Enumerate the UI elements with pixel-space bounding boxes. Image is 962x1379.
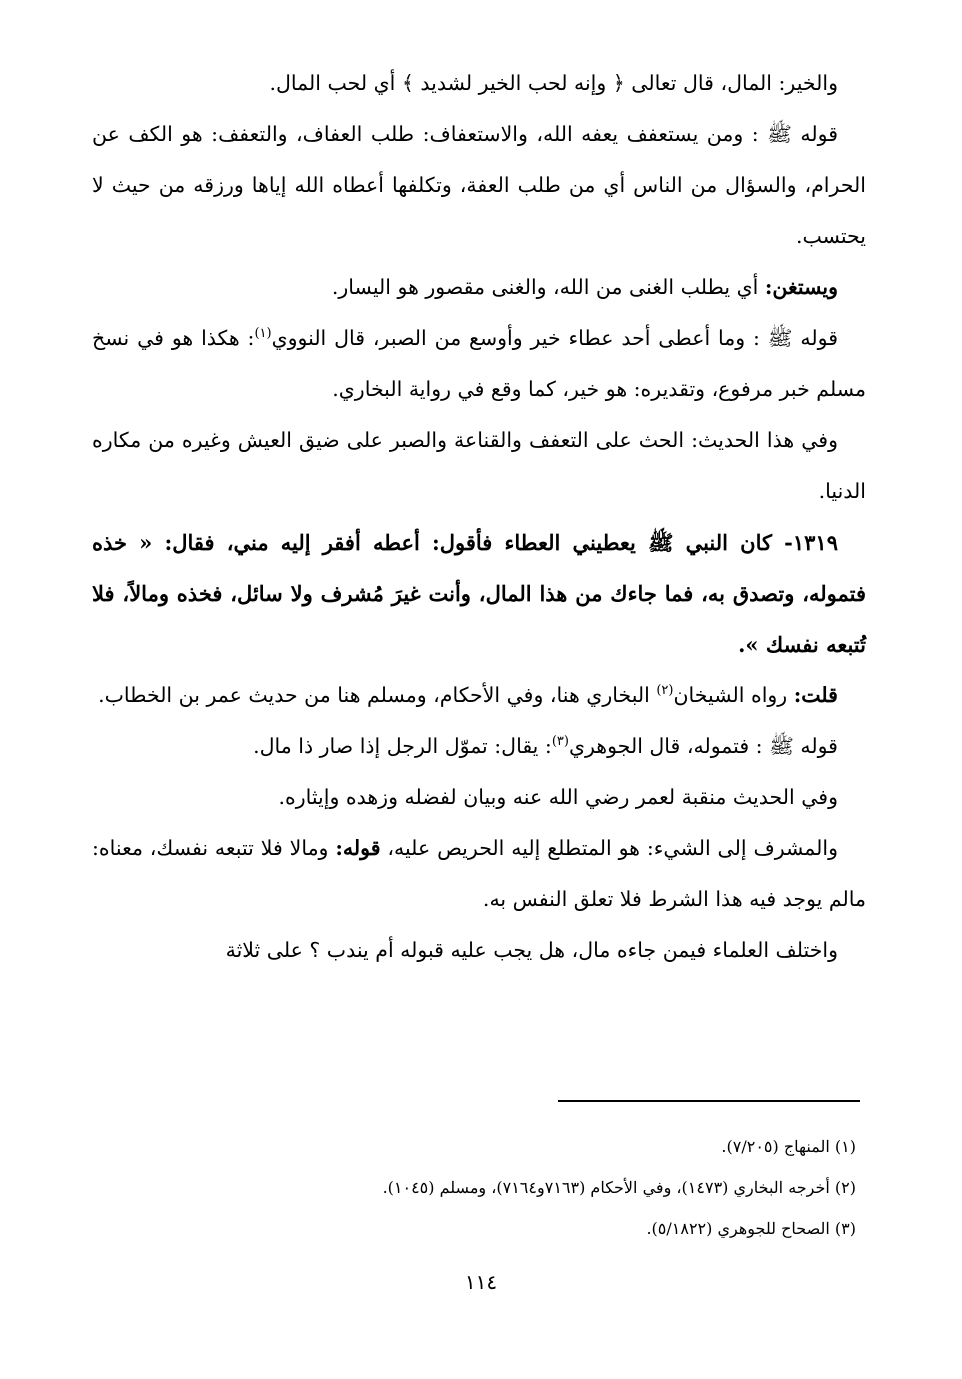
paragraph-4-text-after: : هكذا هو في نسخ مسلم خبر مرفوع، وتقديره: هو خير، كما وقع في رواية البخاري. [92,326,866,401]
paragraph-3-text: أي يطلب الغنى من الله، والغنى مقصور هو اليسار. [331,275,765,299]
paragraph-7-text-before: رواه الشيخان [673,683,794,707]
paragraph-2: قوله ﷺ : ومن يستعفف يعفه الله، والاستعفاف: طلب العفاف، والتعفف: هو الكف عن الحرام، والسؤال من الناس أي من طلب العفة، وتكلفها أعطاه الله إياها ورزقه من حيث لا يحتسب. [92,122,866,248]
paragraph-10-text-before: والمشرف إلى الشيء: هو المتطلع إليه الحريص عليه، [380,836,838,860]
paragraph-8 [92,721,866,772]
paragraph-3 [92,262,866,313]
main-text [92,58,866,976]
paragraph-8-text-after: : يقال: تموّل الرجل إذا صار ذا مال. [253,734,552,758]
paragraph-8-text-before: قوله ﷺ : فتموله، قال الجوهري [568,734,838,758]
hadith-1319: ١٣١٩- كان النبي ﷺ يعطيني العطاء فأقول: أعطه أفقر إليه مني، فقال: « خذه فتموله، وتصدق به، فما جاءك من هذا المال، وأنت غيرَ مُشرف ولا سائل، فخذه ومالاً، فلا تُتبعه نفسك ». [92,530,866,657]
qultu-lead: قلت: [793,683,838,707]
paragraph-9: وفي الحديث منقبة لعمر رضي الله عنه وبيان لفضله وزهده وإيثاره. [278,785,838,809]
footnote-ref-1: (١) [254,326,272,342]
page-number: ١١٤ [464,1270,498,1294]
footnote-3: (٣) الصحاح للجوهري (٥/١٨٢٢). [646,1219,856,1238]
footnote-divider [558,1100,860,1102]
footnote-ref-3: (٣) [551,734,569,750]
paragraph-10-text-after: ومالا فلا تتبعه نفسك، معناه: مالم يوجد فيه هذا الشرط فلا تعلق النفس به. [92,836,866,911]
paragraph-5: وفي هذا الحديث: الحث على التعفف والقناعة والصبر على ضيق العيش وغيره من مكاره الدنيا. [92,428,866,503]
footnotes [92,1126,856,1249]
footnote-ref-2: (٢) [656,683,674,699]
footnote-1: (١) المنهاج (٧/٢٠٥). [721,1137,856,1156]
footnote-2: (٢) أخرجه البخاري (١٤٧٣)، وفي الأحكام (٧١٦٣و٧١٦٤)، ومسلم (١٠٤٥). [382,1178,856,1197]
paragraph-1: والخير: المال، قال تعالى ﴿ وإنه لحب الخير لشديد ﴾ أي لحب المال. [269,71,838,95]
paragraph-4-text-before: قوله ﷺ : وما أعطى أحد عطاء خير وأوسع من الصبر، قال النووي [271,326,838,350]
qawluhu-lead: قوله: [335,836,381,860]
paragraph-4 [92,313,866,415]
paragraph-7-text-after: البخاري هنا، وفي الأحكام، ومسلم هنا من حديث عمر بن الخطاب. [98,683,657,707]
paragraph-7 [92,670,866,721]
paragraph-10 [92,823,866,925]
paragraph-11: واختلف العلماء فيمن جاءه مال، هل يجب عليه قبوله أم يندب ؟ على ثلاثة [225,938,838,962]
term-lead: ويستغن: [764,275,838,299]
